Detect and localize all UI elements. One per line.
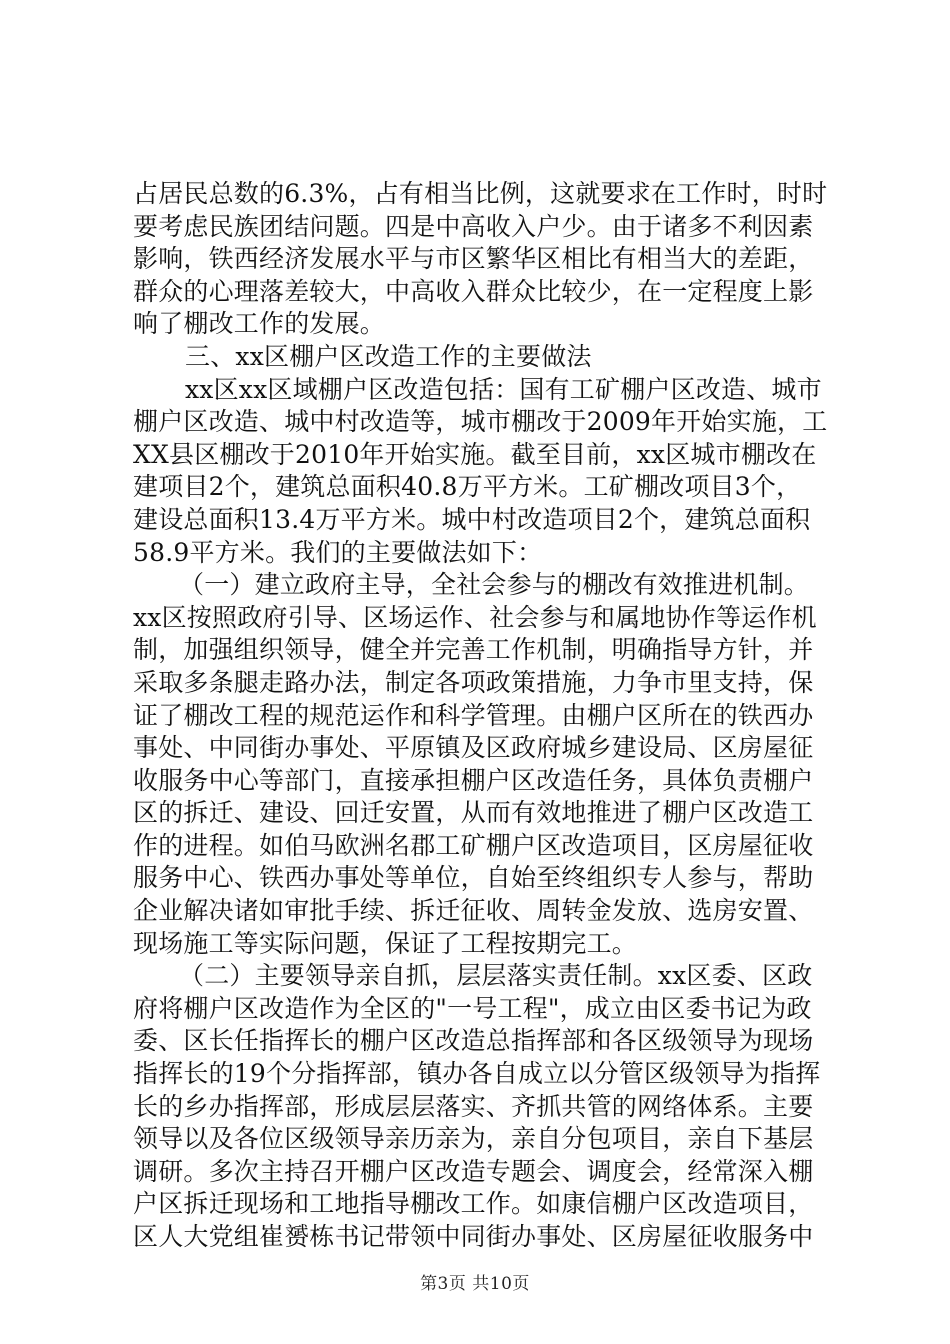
paragraph-ethnic-income	[133, 178, 833, 341]
text-line: 事处、中同街办事处、平原镇及区政府城乡建设局、区房屋征	[133, 733, 814, 763]
text-line: 领导以及各位区级领导亲历亲为，亲自分包项目，亲自下基层	[133, 1124, 814, 1154]
text-line: 要考虑民族团结问题。四是中高收入户少。由于诸多不利因素	[133, 211, 814, 241]
text-line: 现场施工等实际问题，保证了工程按期完工。	[133, 928, 638, 958]
text-line: 作的进程。如伯马欧洲名郡工矿棚户区改造项目，区房屋征收	[133, 830, 814, 860]
text-line: 服务中心、铁西办事处等单位，自始至终组织专人参与，帮助	[133, 863, 814, 893]
text-line: 采取多条腿走路办法，制定各项政策措施，力争市里支持，保	[133, 667, 814, 697]
text-line: 指挥长的19个分指挥部，镇办各自成立以分管区级领导为指挥	[133, 1059, 821, 1089]
text-line: 棚户区改造、城中村改造等，城市棚改于2009年开始实施，工	[133, 407, 828, 437]
text-line: （一）建立政府主导，全社会参与的棚改有效推进机制。	[179, 570, 810, 600]
text-line: xx区xx区域棚户区改造包括：国有工矿棚户区改造、城市	[185, 374, 822, 404]
text-line: 区的拆迁、建设、回迁安置，从而有效地推进了棚户区改造工	[133, 798, 814, 828]
paragraph-overview	[133, 374, 833, 570]
text-line: 58.9平方米。我们的主要做法如下：	[133, 537, 543, 567]
text-line: 户区拆迁现场和工地指导棚改工作。如康信棚户区改造项目，	[133, 1189, 814, 1219]
document-body	[133, 178, 833, 1254]
text-line: 群众的心理落差较大，中高收入群众比较少，在一定程度上影	[133, 276, 814, 306]
text-line: 调研。多次主持召开棚户区改造专题会、调度会，经常深入棚	[133, 1156, 814, 1186]
section-heading-main-practices	[133, 341, 833, 374]
text-line: 占居民总数的6.3%，占有相当比例，这就要求在工作时，时时	[133, 179, 828, 208]
text-line: 建设总面积13.4万平方米。城中村改造项目2个，建筑总面积	[133, 504, 811, 534]
section-heading-text: 三、xx区棚户区改造工作的主要做法	[185, 341, 592, 371]
text-line: 建项目2个，建筑总面积40.8万平方米。工矿棚改项目3个，	[133, 472, 802, 502]
text-line: 委、区长任指挥长的棚户区改造总指挥部和各区级领导为现场	[133, 1026, 814, 1056]
text-line: （二）主要领导亲自抓，层层落实责任制。xx区委、区政	[179, 961, 813, 991]
text-line: 长的乡办指挥部，形成层层落实、齐抓共管的网络体系。主要	[133, 1091, 814, 1121]
text-line: xx区按照政府引导、区场运作、社会参与和属地协作等运作机	[133, 602, 817, 632]
text-line: 制，加强组织领导，健全并完善工作机制，明确指导方针，并	[133, 635, 814, 665]
text-line: 府将棚户区改造作为全区的"一号工程"，成立由区委书记为政	[133, 993, 812, 1023]
paragraph-mechanism	[133, 569, 833, 960]
paragraph-leadership	[133, 960, 833, 1253]
page-number-footer: 第3页 共10页	[420, 1274, 530, 1294]
text-line: 收服务中心等部门，直接承担棚户区改造任务，具体负责棚户	[133, 765, 814, 795]
text-line: XX县区棚改于2010年开始实施。截至目前，xx区城市棚改在	[133, 439, 817, 469]
text-line: 区人大党组崔赟栋书记带领中同街办事处、区房屋征收服务中	[133, 1222, 814, 1251]
text-line: 证了棚改工程的规范运作和科学管理。由棚户区所在的铁西办	[133, 700, 814, 730]
text-line: 企业解决诸如审批手续、拆迁征收、周转金发放、选房安置、	[133, 896, 814, 926]
text-line: 影响，铁西经济发展水平与市区繁华区相比有相当大的差距，	[133, 244, 814, 274]
text-line: 响了棚改工作的发展。	[133, 309, 386, 339]
